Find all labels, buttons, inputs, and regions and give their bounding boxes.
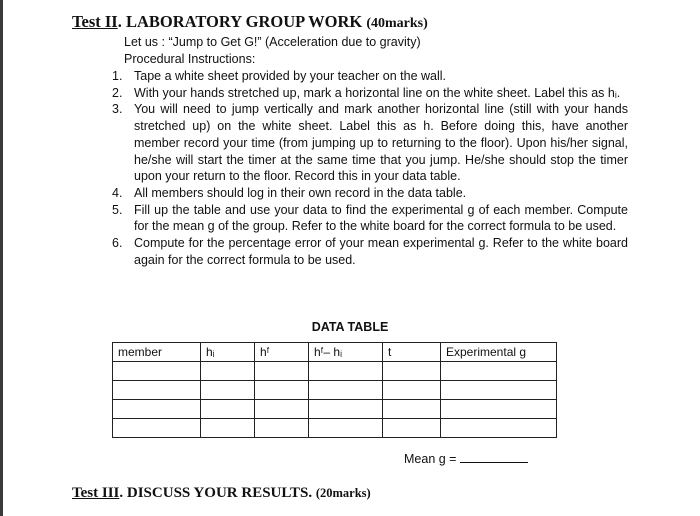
table-cell[interactable] xyxy=(383,362,441,381)
data-table xyxy=(112,342,557,438)
table-cell[interactable] xyxy=(255,400,309,419)
table-cell[interactable] xyxy=(441,400,557,419)
instruction-number: 1. xyxy=(112,69,123,83)
instruction-item xyxy=(108,85,628,102)
mean-g-blank[interactable] xyxy=(460,461,528,463)
mean-g-label: Mean g = xyxy=(404,452,457,466)
intro xyxy=(124,34,421,68)
instruction-number: 5. xyxy=(112,202,123,217)
instruction-text: Fill up the table and use your data to find the experimental g of each member. Compute for the mean g of the group. Refer to the white board for the correct formula to be used. xyxy=(134,202,628,234)
instruction-text: With your hands stretched up, mark a horizontal line on the white sheet. Label this as hᵢ. xyxy=(134,85,621,100)
mean-g xyxy=(404,452,528,466)
instruction-number: 3. xyxy=(112,102,123,117)
instruction-number: 2. xyxy=(112,85,123,100)
table-row xyxy=(113,419,557,438)
table-cell[interactable] xyxy=(201,419,255,438)
test3-marks: (20marks) xyxy=(315,486,371,500)
page-edge xyxy=(0,0,3,516)
instruction-item xyxy=(108,202,628,235)
instruction-text: Compute for the percentage error of your mean experimental g. Refer to the white board again for the correct formula to be used. xyxy=(134,236,628,267)
instruction-item xyxy=(108,101,628,185)
table-row xyxy=(113,362,557,381)
table-cell[interactable] xyxy=(113,381,201,400)
table-cell[interactable] xyxy=(309,400,383,419)
data-table-title: DATA TABLE xyxy=(311,320,389,334)
instruction-number: 6. xyxy=(112,236,123,251)
table-cell[interactable] xyxy=(309,362,383,381)
instruction-number: 4. xyxy=(112,185,123,200)
test2-heading xyxy=(72,12,428,32)
table-row xyxy=(113,381,557,400)
table-cell[interactable] xyxy=(309,381,383,400)
test3-label: Test III xyxy=(72,485,120,501)
table-cell[interactable] xyxy=(201,400,255,419)
header-hf-minus-hi: hᶠ– hᵢ xyxy=(309,343,383,362)
instruction-text: Tape a white sheet provided by your teacher on the wall. xyxy=(134,69,446,83)
activity-title: Let us : “Jump to Get G!” (Acceleration due to gravity) xyxy=(124,35,421,49)
table-cell[interactable] xyxy=(201,381,255,400)
table-cell[interactable] xyxy=(113,419,201,438)
table-cell[interactable] xyxy=(255,362,309,381)
table-cell[interactable] xyxy=(309,419,383,438)
header-member: member xyxy=(113,343,201,362)
procedural-label: Procedural Instructions: xyxy=(124,52,256,66)
instruction-item xyxy=(108,185,628,202)
instruction-text: All members should log in their own record in the data table. xyxy=(134,185,467,200)
test2-marks: (40marks) xyxy=(366,16,428,31)
table-cell[interactable] xyxy=(383,400,441,419)
table-cell[interactable] xyxy=(441,381,557,400)
table-cell[interactable] xyxy=(201,362,255,381)
table-cell[interactable] xyxy=(255,419,309,438)
instruction-item xyxy=(108,68,628,85)
test3-title: . DISCUSS YOUR RESULTS. xyxy=(119,485,316,501)
table-cell[interactable] xyxy=(255,381,309,400)
test2-title: . LABORATORY GROUP WORK xyxy=(117,12,367,31)
instruction-text: You will need to jump vertically and mark another horizontal line (still with your hands stretched up) on the white sheet. Label this as h. Before doing this, have another member record your time (from jumping up to returning to the floor). Upon his/her signal, he/she will start the timer at the same time that you jump. He/she should stop the timer upon your return to the floor. Record this in your data table. xyxy=(134,102,628,184)
table-header-row xyxy=(113,343,557,362)
table-cell[interactable] xyxy=(383,381,441,400)
test2-label: Test II xyxy=(72,12,118,31)
header-hi: hᵢ xyxy=(201,343,255,362)
table-cell[interactable] xyxy=(441,419,557,438)
table-cell[interactable] xyxy=(113,362,201,381)
table-cell[interactable] xyxy=(113,400,201,419)
header-experimental-g: Experimental g xyxy=(441,343,557,362)
table-row xyxy=(113,400,557,419)
header-hf: hᶠ xyxy=(255,343,309,362)
table-cell[interactable] xyxy=(441,362,557,381)
table-cell[interactable] xyxy=(383,419,441,438)
header-t: t xyxy=(383,343,441,362)
instruction-item xyxy=(108,235,628,268)
test3-heading xyxy=(72,485,371,502)
instruction-list xyxy=(108,68,628,268)
